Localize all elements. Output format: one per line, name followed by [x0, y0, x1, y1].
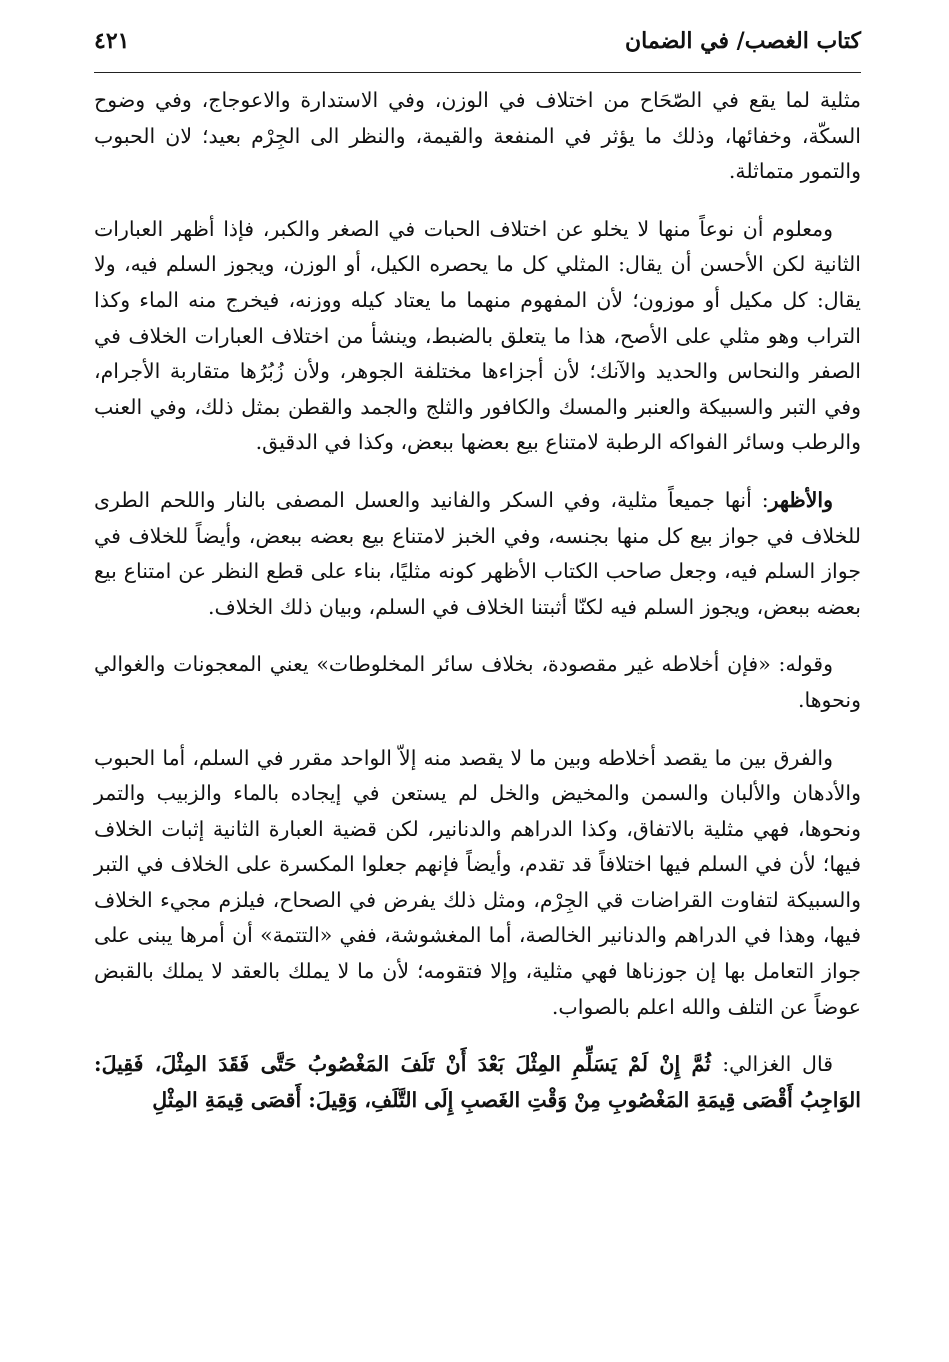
paragraph-gap	[94, 625, 861, 647]
paragraph-gap	[94, 190, 861, 212]
paragraph-4: وقوله: «فإن أخلاطه غير مقصودة، بخلاف سائر المخلوطات» يعني المعجونات والغوالي ونحوها.	[94, 652, 861, 712]
quote-lead: قال الغزالي:	[722, 1052, 833, 1077]
paragraph-3-lead: والأظهر	[768, 487, 833, 512]
paragraph-gap	[94, 719, 861, 741]
page-header	[94, 28, 861, 70]
quote-text: ثُمَّ إِنْ لَمْ يَسَلِّمِ المِثْلَ بَعْدَ أَنْ تَلَفَ المَغْصُوبُ حَتَّى فَقَدَ المِثْلَ، فَقِيلَ: الوَاجِبُ أَقْصَى قِيمَةِ المَغْصُوبِ مِنْ وَقْتِ الغَصبِ إِلَى التَّلَفِ، وَقِيلَ: أَقصَى قِيمَةِ المِثْلِ	[94, 1052, 861, 1112]
ghazali-quote	[94, 1047, 861, 1118]
running-title: كتاب الغصب/ في الضمان	[625, 28, 861, 54]
header-rule	[94, 72, 861, 73]
paragraph-gap	[94, 1025, 861, 1047]
paragraph-2: ومعلوم أن نوعاً منها لا يخلو عن اختلاف الحبات في الصغر والكبر، فإذا أظهر العبارات الثانية لكن الأحسن أن يقال: المثلي كل ما يحصره الكيل، أو الوزن، ويجوز السلم فيه، ولا يقال: كل مكيل أو موزون؛ لأن المفهوم منهما ما يعتاد كيله ووزنه، فيخرج منه الماء وكذا التراب وهو مثلي على الأصح، هذا ما يتعلق بالضبط، وينشأ من اختلاف العبارات الخلاف في الصفر والنحاس والحديد والآنك؛ لأن أجزاءها مختلفة الجوهر، ولأن زُبُرُها متقاربة الأجرام، وفي التبر والسبيكة والعنبر والمسك والكافور والثلج والجمد والقطن بمثل ذلك، وفي العنب والرطب وسائر الفواكه الرطبة لامتناع بيع بعضها ببعض، وكذا في الدقيق.	[94, 216, 861, 455]
paragraph-3-text: : أنها جميعاً مثلية، وفي السكر والفانيد والعسل المصفى بالنار واللحم الطرى للخلاف في جواز بيع كل منها بجنسه، وفي الخبز لامتناع بيع بعضه ببعض، وأيضاً للخلاف في جواز السلم فيه، وجعل صاحب الكتاب الأظهر كونه مثليًا، بناء على قطع النظر عن امتناع بيع بعضه ببعض، ويجوز السلم فيه لكنّا أثبتنا الخلاف في السلم، وبيان ذلك الخلاف.	[94, 487, 861, 619]
paragraph-gap	[94, 461, 861, 483]
paragraph-1: مثلية لما يقع في الصّحَاح من اختلاف في الوزن، وفي الاستدارة والاعوجاج، وفي وضوح السكّة، وخفائها، وذلك ما يؤثر في المنفعة والقيمة، والنظر الى الجِرْم بعيد؛ لان الحبوب والتمور متماثلة.	[94, 88, 861, 184]
paragraph-5: والفرق بين ما يقصد أخلاطه وبين ما لا يقصد منه إلاّ الواحد مقرر في السلم، أما الحبوب والأدهان والألبان والسمن والمخيض والخل لم يستعن في إيجاده بالماء والزبيب والتمر ونحوها، فهي مثلية بالاتفاق، وكذا الدراهم والدنانير، لكن قضية العبارة الثانية إثبات الخلاف فيها؛ لأن في السلم فيها اختلافاً قد تقدم، وأيضاً فإنهم جعلوا المكسرة على الخلاف في التبر والسبيكة لتفاوت القراضات قي الجِرْم، ومثل ذلك يفرض في الصحاح، فيلزم مجيء الخلاف فيها، وهذا في الدراهم والدنانير الخالصة، أما المغشوشة، ففي «التتمة» أن أمرها يبنى على جواز التعامل بها إن جوزناها فهي مثلية، وإلا فتقومه؛ لأن ما لا يملك بالعقد لا يملك بالقبض عوضاً عن التلف والله اعلم بالصواب.	[94, 745, 861, 1019]
paragraph-3	[94, 483, 861, 625]
page-number: ٤٢١	[94, 28, 130, 54]
